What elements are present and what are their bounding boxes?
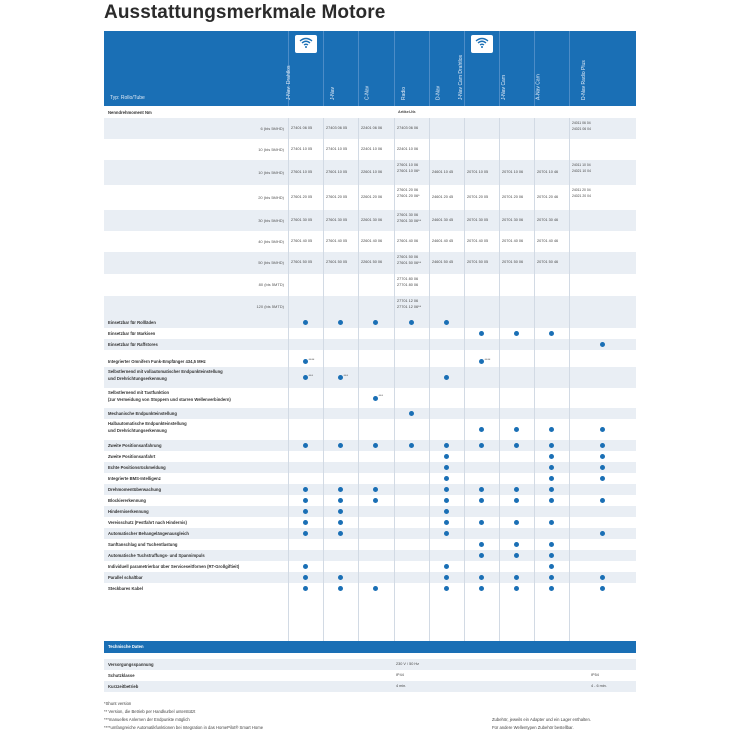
- article-number: 20701 10 06: [502, 169, 524, 174]
- feature-dot: [303, 575, 308, 580]
- feature-row: [104, 367, 636, 388]
- feature-dot: [514, 443, 519, 448]
- feature-dot: [303, 359, 308, 364]
- tech-value: IP54: [591, 673, 599, 677]
- feature-dot: [479, 487, 484, 492]
- feature-dot: [338, 586, 343, 591]
- feature-label: Einsetzbar für Raffstores: [108, 341, 158, 347]
- feature-row: [104, 528, 636, 539]
- feature-row: [104, 419, 636, 440]
- footnote-marker: ****: [484, 357, 491, 362]
- footnote-right: Zubehör, jeweils ein Adapter und ein Lager enthalten.: [492, 717, 591, 722]
- feature-dot: [338, 487, 343, 492]
- feature-dot: [514, 498, 519, 503]
- feature-dot: [373, 320, 378, 325]
- article-number: 27601 40 05: [291, 238, 313, 243]
- feature-dot: [303, 375, 308, 380]
- feature-dot: [338, 498, 343, 503]
- footnote-marker: ***: [378, 394, 383, 398]
- feature-dot: [338, 375, 343, 380]
- feature-dot: [303, 498, 308, 503]
- feature-dot: [600, 476, 605, 481]
- feature-label: Mechanische Endpunkteinstellung: [108, 410, 177, 416]
- feature-dot: [338, 320, 343, 325]
- feature-dot: [514, 553, 519, 558]
- torque-value: 20 (bis 5MHD): [258, 194, 284, 200]
- feature-dot: [444, 476, 449, 481]
- footnote-marker: ***: [308, 373, 313, 378]
- feature-label: (zur Vermeidung von Stoppern und starren Wellenverbindern): [108, 397, 231, 402]
- feature-dot: [549, 542, 554, 547]
- grid-line: [323, 118, 324, 641]
- feature-dot: [373, 498, 378, 503]
- article-number: 20701 20 05: [467, 194, 489, 199]
- header-col-9: [569, 31, 636, 106]
- article-number: 27601 20 05: [326, 194, 348, 199]
- feature-row: [104, 462, 636, 473]
- feature-row: [104, 339, 636, 350]
- article-number: 27701 12 06**: [397, 305, 422, 309]
- article-number: 20701 50 46: [537, 260, 559, 264]
- feature-dot: [303, 487, 308, 492]
- feature-dot: [514, 427, 519, 432]
- feature-row: [104, 550, 636, 561]
- footnote-left: ****umfangreiche Automatikfunktionen bei Integration in das HomePilot® Smart Home: [104, 725, 264, 730]
- table-row: [104, 252, 636, 274]
- artikel-nr-label: Artikel-Nr.: [398, 110, 417, 114]
- feature-dot: [479, 586, 484, 591]
- feature-label: Zweite Positionsanfahrung: [108, 442, 162, 448]
- header-col-label: D-Nav Radio Plus: [581, 60, 588, 100]
- torque-value: 10 (bis 5MHD): [258, 146, 284, 152]
- article-number: 20701 40 46: [537, 238, 559, 243]
- feature-label: Echte Positionsrückmeldung: [108, 464, 166, 470]
- feature-row: [104, 583, 636, 594]
- feature-dot: [444, 520, 449, 525]
- header-col-label: Radio: [400, 86, 407, 100]
- table-row: [104, 210, 636, 231]
- article-number: 27601 30 06**: [397, 219, 422, 223]
- feature-row: [104, 388, 636, 408]
- article-number: 22601 20 06: [361, 194, 383, 199]
- feature-dot: [479, 359, 484, 364]
- tech-value: 4 - 6 min.: [591, 684, 607, 688]
- footnote-left: ** Version, die Betrieb per Handkurbel unterstützt: [104, 709, 196, 714]
- feature-dot: [479, 498, 484, 503]
- feature-dot: [479, 331, 484, 336]
- feature-dot: [549, 454, 554, 459]
- feature-dot: [514, 575, 519, 580]
- torque-value: 120 (bis 5MTD): [256, 304, 284, 309]
- feature-dot: [549, 575, 554, 580]
- feature-row: [104, 484, 636, 495]
- grid-line: [534, 118, 535, 641]
- article-number: 27601 30 06: [397, 213, 419, 217]
- article-number: 20701 10 46: [537, 169, 559, 174]
- torque-value: 40 (bis 5MHD): [258, 238, 284, 244]
- feature-dot: [303, 531, 308, 536]
- table-row: [104, 296, 636, 318]
- footnote-left: ***manuelles Anlernen der Endpunkte möglich: [104, 717, 190, 722]
- tech-row: [104, 670, 636, 681]
- grid-line: [394, 118, 395, 641]
- tech-section-bar: [104, 641, 636, 653]
- article-number: 22401 10 06: [361, 146, 383, 151]
- torque-value: 6 (bis 5MHD): [260, 125, 284, 131]
- feature-dot: [303, 443, 308, 448]
- feature-dot: [600, 465, 605, 470]
- feature-dot: [600, 427, 605, 432]
- feature-dot: [514, 586, 519, 591]
- torque-heading-row: [104, 107, 636, 118]
- article-number: 27601 20 05: [291, 194, 313, 199]
- feature-dot: [479, 542, 484, 547]
- feature-dot: [409, 411, 414, 416]
- feature-dot: [444, 531, 449, 536]
- article-number: 27701 12 06: [397, 299, 419, 303]
- feature-dot: [514, 542, 519, 547]
- feature-dot: [444, 509, 449, 514]
- article-number: 24021 10 04: [572, 169, 591, 173]
- article-number: 27403 06 05: [326, 125, 348, 130]
- header-col-label: D-Nav: [435, 85, 442, 100]
- tech-value: 230 V / 50 Hz: [396, 662, 420, 666]
- feature-label: Einsetzbar für Markisen: [108, 330, 156, 336]
- feature-label: Zweite Positionsanfahrt: [108, 453, 156, 459]
- feature-label: Drehmomentüberwachung: [108, 486, 162, 492]
- article-number: 20701 20 06: [502, 194, 524, 199]
- feature-row: [104, 473, 636, 484]
- article-number: 27601 50 05: [291, 260, 313, 264]
- article-number: 27601 50 06**: [397, 261, 422, 265]
- article-number: 24011 10 04: [572, 163, 591, 167]
- tech-value: 4 min.: [396, 684, 407, 688]
- feature-row: [104, 451, 636, 462]
- corner-label: Typ: Rollo/Tube: [110, 95, 145, 101]
- feature-dot: [549, 520, 554, 525]
- table-row: [104, 185, 636, 210]
- feature-dot: [444, 564, 449, 569]
- feature-dot: [373, 487, 378, 492]
- article-number: 27701 80 06: [397, 277, 419, 281]
- article-number: 24601 30 45: [432, 217, 454, 222]
- article-number: 27601 10 06: [397, 163, 419, 167]
- feature-dot: [600, 454, 605, 459]
- feature-dot: [303, 586, 308, 591]
- footnote-marker: ****: [308, 357, 315, 362]
- feature-dot: [444, 575, 449, 580]
- footnote-right: Für andere Wellentypen Zubehör bestellbar.: [492, 725, 574, 730]
- feature-row: [104, 572, 636, 583]
- feature-label: Einsetzbar für Rollläden: [108, 319, 156, 325]
- feature-row: [104, 328, 636, 339]
- feature-label: Selbstlernend mit Tastfunktion: [108, 390, 170, 395]
- feature-dot: [549, 427, 554, 432]
- feature-label: Integrierte BMS-Intelligenz: [108, 475, 161, 481]
- feature-row: [104, 495, 636, 506]
- article-number: 22601 10 06: [361, 169, 383, 174]
- article-number: 22601 40 06: [361, 238, 383, 243]
- feature-dot: [549, 586, 554, 591]
- footnote-marker: ***: [343, 373, 348, 378]
- grid-line: [429, 118, 430, 641]
- feature-dot: [549, 487, 554, 492]
- feature-dot: [600, 342, 605, 347]
- article-number: 27401 06 05: [291, 125, 313, 130]
- article-number: 27601 50 05: [326, 260, 348, 264]
- table-row: [104, 274, 636, 296]
- article-number: 24011 06 04: [572, 121, 591, 125]
- feature-label: Individuell parametrierbar über Serviceseitfornen (RT-Großgiftieit): [108, 563, 240, 569]
- article-number: 24021 06 04: [572, 127, 591, 131]
- feature-dot: [444, 375, 449, 380]
- header-col-8: [534, 31, 569, 106]
- tech-row: [104, 681, 636, 692]
- feature-dot: [600, 531, 605, 536]
- table-row: [104, 118, 636, 139]
- article-number: 27601 40 05: [326, 238, 348, 243]
- article-number: 20701 50 05: [467, 260, 489, 264]
- tech-label: Versorgungsspannung: [108, 662, 154, 667]
- article-number: 20701 40 06: [502, 238, 524, 243]
- feature-dot: [600, 498, 605, 503]
- feature-label: Vereisschutz (Festfahrt nach Hindernis): [108, 519, 187, 525]
- feature-label: und Drehrichtungserkennung: [108, 376, 167, 381]
- feature-dot: [373, 586, 378, 591]
- feature-dot: [338, 509, 343, 514]
- tech-label: Schutzklasse: [108, 673, 135, 678]
- torque-value: 50 (bis 5MHD): [258, 260, 284, 265]
- tech-label: Kurzzeitbetrieb: [108, 684, 139, 689]
- feature-dot: [514, 520, 519, 525]
- grid-line: [358, 118, 359, 641]
- feature-label: Automatische Tuchstraffungs- und Spannimpuls: [108, 552, 205, 558]
- article-number: 20701 30 46: [537, 217, 559, 222]
- feature-dot: [338, 443, 343, 448]
- article-number: 22401 06 06: [361, 125, 383, 130]
- feature-row: [104, 440, 636, 451]
- feature-dot: [479, 443, 484, 448]
- article-number: 24601 20 45: [432, 194, 454, 199]
- feature-dot: [549, 331, 554, 336]
- feature-dot: [549, 443, 554, 448]
- article-number: 27701 80 06: [397, 283, 419, 287]
- footnote-left: *Shunt version: [104, 701, 132, 706]
- torque-value: 10 (bis 5MHD): [258, 169, 284, 175]
- header-col-6: [457, 31, 499, 106]
- article-number: 24601 50 45: [432, 260, 454, 264]
- feature-dot: [338, 575, 343, 580]
- feature-label: und Drehrichtungserkennung: [108, 428, 167, 433]
- feature-dot: [549, 465, 554, 470]
- feature-dot: [409, 443, 414, 448]
- header-col-label: J-Nav Cam Drahtlos: [457, 54, 464, 100]
- feature-row: [104, 356, 636, 367]
- feature-dot: [479, 553, 484, 558]
- feature-dot: [479, 427, 484, 432]
- feature-row: [104, 408, 636, 419]
- feature-label: Blockiererkennung: [108, 497, 146, 503]
- article-number: 27601 10 06*: [397, 169, 420, 173]
- article-number: 27601 30 05: [291, 217, 313, 222]
- article-number: 20701 10 05: [467, 169, 489, 174]
- article-number: 27601 50 06: [397, 255, 419, 259]
- feature-row: [104, 539, 636, 550]
- table-row: [104, 139, 636, 160]
- grid-line: [569, 118, 570, 641]
- header-col-3: [358, 31, 393, 106]
- page-title: Ausstattungsmerkmale Motore: [104, 2, 386, 23]
- feature-label: Integrierter Omnifern Funk-Empfänger 434,5 MHz: [108, 358, 206, 364]
- feature-dot: [479, 575, 484, 580]
- feature-dot: [444, 465, 449, 470]
- table-row: [104, 231, 636, 252]
- feature-dot: [444, 454, 449, 459]
- header-col-7: [499, 31, 534, 106]
- feature-dot: [373, 443, 378, 448]
- tech-row: [104, 659, 636, 670]
- feature-dot: [303, 320, 308, 325]
- feature-dot: [549, 553, 554, 558]
- feature-dot: [549, 498, 554, 503]
- tech-value: IP44: [396, 673, 404, 677]
- feature-dot: [444, 443, 449, 448]
- feature-dot: [444, 586, 449, 591]
- feature-label: Sanftanschlag und Tuchentlastung: [108, 541, 178, 547]
- article-number: 22401 10 06: [397, 146, 419, 151]
- article-number: 20701 30 05: [467, 217, 489, 222]
- article-number: 20701 30 06: [502, 217, 524, 222]
- article-number: 27403 06 06: [397, 125, 419, 130]
- feature-row: [104, 506, 636, 517]
- feature-label: Halbautomatische Endpunkteinstellung: [108, 421, 187, 426]
- header-col-label: J-Nav Cam: [500, 74, 507, 100]
- feature-dot: [600, 575, 605, 580]
- grid-line: [464, 118, 465, 641]
- article-number: 27601 30 05: [326, 217, 348, 222]
- wifi-icon: [471, 35, 493, 53]
- article-number: 20701 40 05: [467, 238, 489, 243]
- article-number: 27601 10 05: [291, 169, 313, 174]
- article-number: 27601 40 06: [397, 238, 419, 243]
- feature-dot: [338, 531, 343, 536]
- feature-dot: [444, 498, 449, 503]
- article-number: 24601 10 45: [432, 169, 454, 174]
- article-number: 24601 40 45: [432, 238, 454, 243]
- feature-dot: [514, 331, 519, 336]
- wifi-icon: [295, 35, 317, 53]
- article-number: 24011 20 04: [572, 188, 591, 192]
- feature-dot: [600, 443, 605, 448]
- article-number: 27401 10 05: [326, 146, 348, 151]
- feature-label: Steckbares Kabel: [108, 585, 143, 591]
- feature-dot: [514, 487, 519, 492]
- article-number: 20701 20 46: [537, 194, 559, 199]
- article-number: 20701 50 06: [502, 260, 524, 264]
- article-number: 27601 20 06: [397, 188, 419, 192]
- feature-label: Automatischer Behangelängenausgleich: [108, 530, 189, 536]
- table-row: [104, 160, 636, 185]
- header-col-2: [323, 31, 358, 106]
- feature-dot: [409, 320, 414, 325]
- article-number: 24021 20 04: [572, 194, 591, 198]
- header-col-label: A-Nav Cam: [535, 74, 542, 100]
- section-label: Nenndrehmoment Nm: [108, 110, 152, 115]
- article-number: 27601 20 06*: [397, 194, 420, 198]
- article-number: 27401 10 05: [291, 146, 313, 151]
- feature-dot: [303, 564, 308, 569]
- torque-value: 30 (bis 5MHD): [258, 217, 284, 223]
- feature-label: Parallel schaltbar: [108, 574, 143, 580]
- feature-dot: [338, 520, 343, 525]
- feature-dot: [444, 320, 449, 325]
- feature-dot: [444, 487, 449, 492]
- article-number: 27601 10 05: [326, 169, 348, 174]
- feature-dot: [549, 476, 554, 481]
- feature-dot: [549, 564, 554, 569]
- header-col-label: J-Nav: [329, 86, 336, 100]
- tech-section-label: Technische Daten: [108, 644, 144, 649]
- feature-label: Hinderniserkennung: [108, 508, 149, 514]
- feature-row: [104, 561, 636, 572]
- header-col-1: [288, 31, 323, 106]
- header-col-4: [394, 31, 429, 106]
- feature-row: [104, 317, 636, 328]
- header-col-label: C-Nav: [364, 85, 371, 100]
- torque-value: 80 (bis 5MTD): [258, 282, 284, 287]
- feature-dot: [303, 520, 308, 525]
- feature-row: [104, 517, 636, 528]
- feature-dot: [600, 586, 605, 591]
- feature-dot: [479, 520, 484, 525]
- grid-line: [288, 118, 289, 641]
- table-header: [104, 31, 636, 106]
- feature-dot: [303, 509, 308, 514]
- article-number: 22601 30 06: [361, 217, 383, 222]
- feature-label: Selbstlernend mit vollautomatischer Endpunkteinstellung: [108, 369, 223, 374]
- article-number: 22601 50 06: [361, 260, 383, 264]
- header-col-label: J-Nav: Drahtlos: [286, 65, 293, 100]
- feature-dot: [373, 396, 378, 401]
- grid-line: [499, 118, 500, 641]
